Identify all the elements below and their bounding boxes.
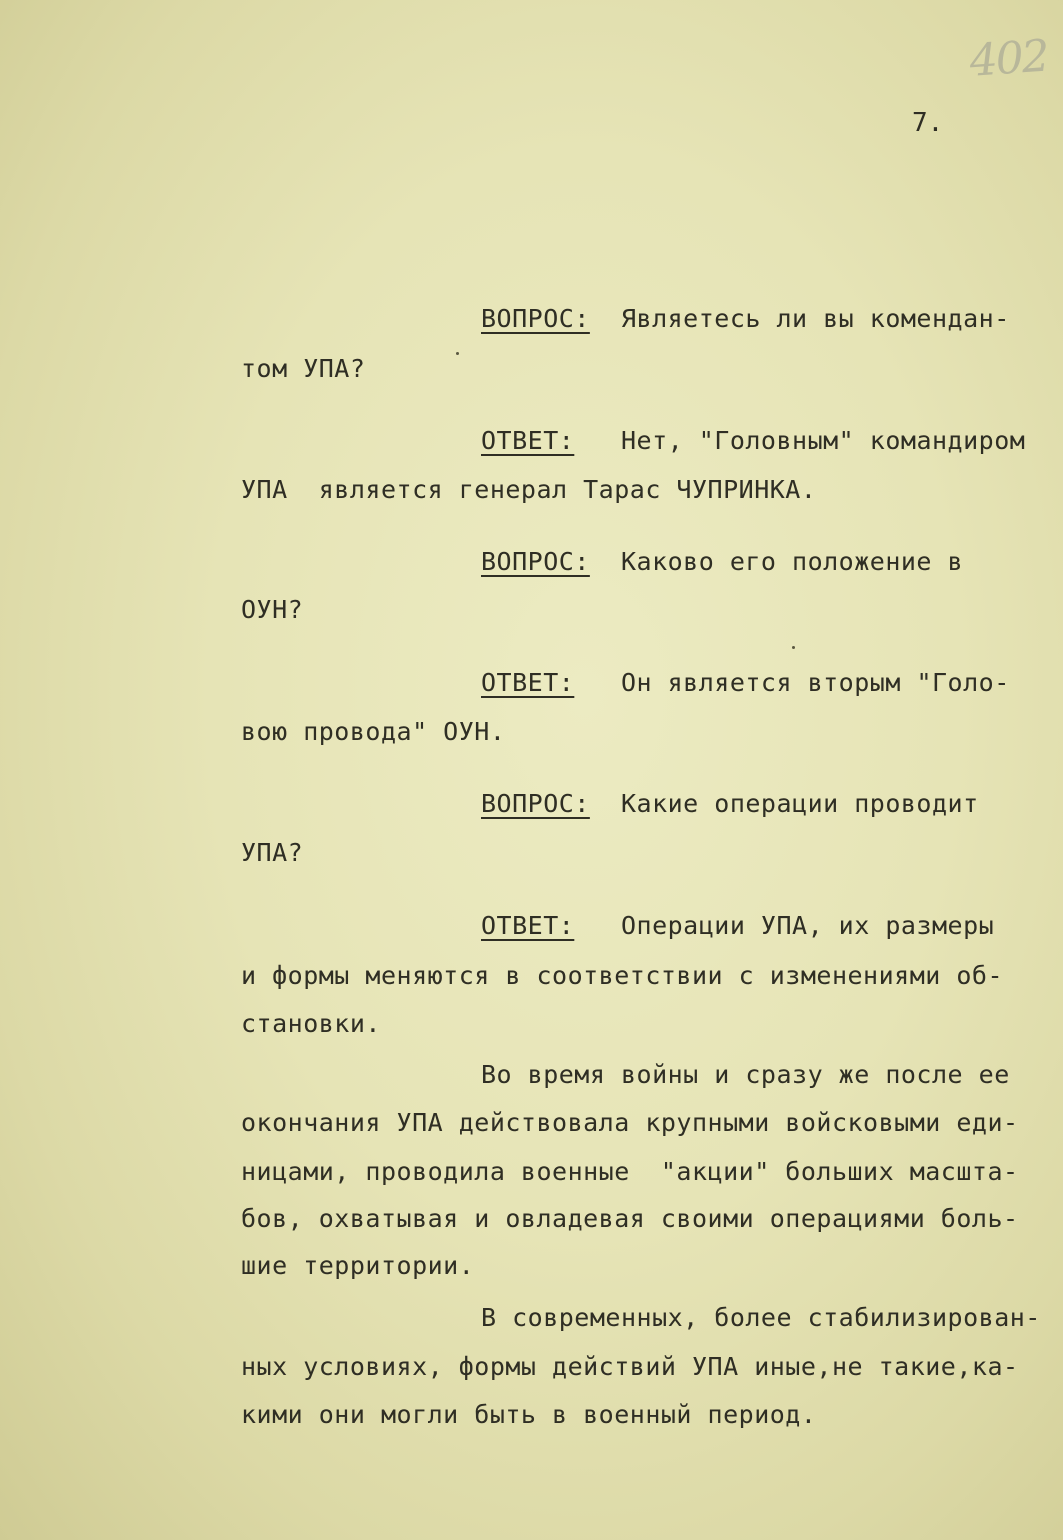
- question-line: [481, 549, 963, 574]
- text-line: кими они могли быть в военный период.: [241, 1400, 817, 1429]
- answer-line: [481, 670, 1010, 695]
- text-line: шие территории.: [241, 1251, 475, 1280]
- text-line: вою провода" ОУН.: [241, 717, 506, 746]
- text-line: Во время войны и сразу же после ее: [481, 1060, 1010, 1089]
- text-line: бов, охватывая и овладевая своими операциями боль-: [241, 1204, 1019, 1233]
- text-line: становки.: [241, 1009, 381, 1038]
- answer-line: [481, 913, 994, 938]
- line-text: Операции УПА, их размеры: [574, 911, 995, 940]
- question-line: [481, 306, 1010, 331]
- line-text: Какие операции проводит: [589, 789, 979, 818]
- line-text: Нет, "Головным" командиром: [574, 426, 1026, 455]
- text-line: ницами, проводила военные "акции" больших масшта-: [241, 1157, 1019, 1186]
- text-line: УПА?: [241, 838, 304, 867]
- question-label: ВОПРОС:: [481, 304, 590, 333]
- paper-speck: [792, 646, 795, 649]
- answer-label: ОТВЕТ:: [481, 668, 575, 697]
- question-label: ВОПРОС:: [481, 789, 590, 818]
- line-text: Являетесь ли вы комендан-: [589, 304, 1010, 333]
- paper-speck: [456, 352, 459, 355]
- page-number: 7.: [912, 108, 944, 138]
- text-line: том УПА?: [241, 354, 366, 383]
- line-text: Каково его положение в: [589, 547, 964, 576]
- text-line: и формы меняются в соответствии с изменениями об-: [241, 961, 1004, 990]
- answer-line: [481, 428, 1025, 453]
- question-line: [481, 791, 979, 816]
- answer-label: ОТВЕТ:: [481, 911, 575, 940]
- text-line: В современных, более стабилизирован-: [481, 1303, 1041, 1332]
- archive-handwritten-number: 402: [968, 30, 1050, 87]
- text-line: УПА является генерал Тарас ЧУПРИНКА.: [241, 475, 817, 504]
- text-line: ных условиях, формы действий УПА иные,не такие,ка-: [241, 1352, 1019, 1381]
- text-line: окончания УПА действовала крупными войсковыми еди-: [241, 1108, 1019, 1137]
- text-line: ОУН?: [241, 595, 304, 624]
- line-text: Он является вторым "Голо-: [574, 668, 1010, 697]
- answer-label: ОТВЕТ:: [481, 426, 575, 455]
- question-label: ВОПРОС:: [481, 547, 590, 576]
